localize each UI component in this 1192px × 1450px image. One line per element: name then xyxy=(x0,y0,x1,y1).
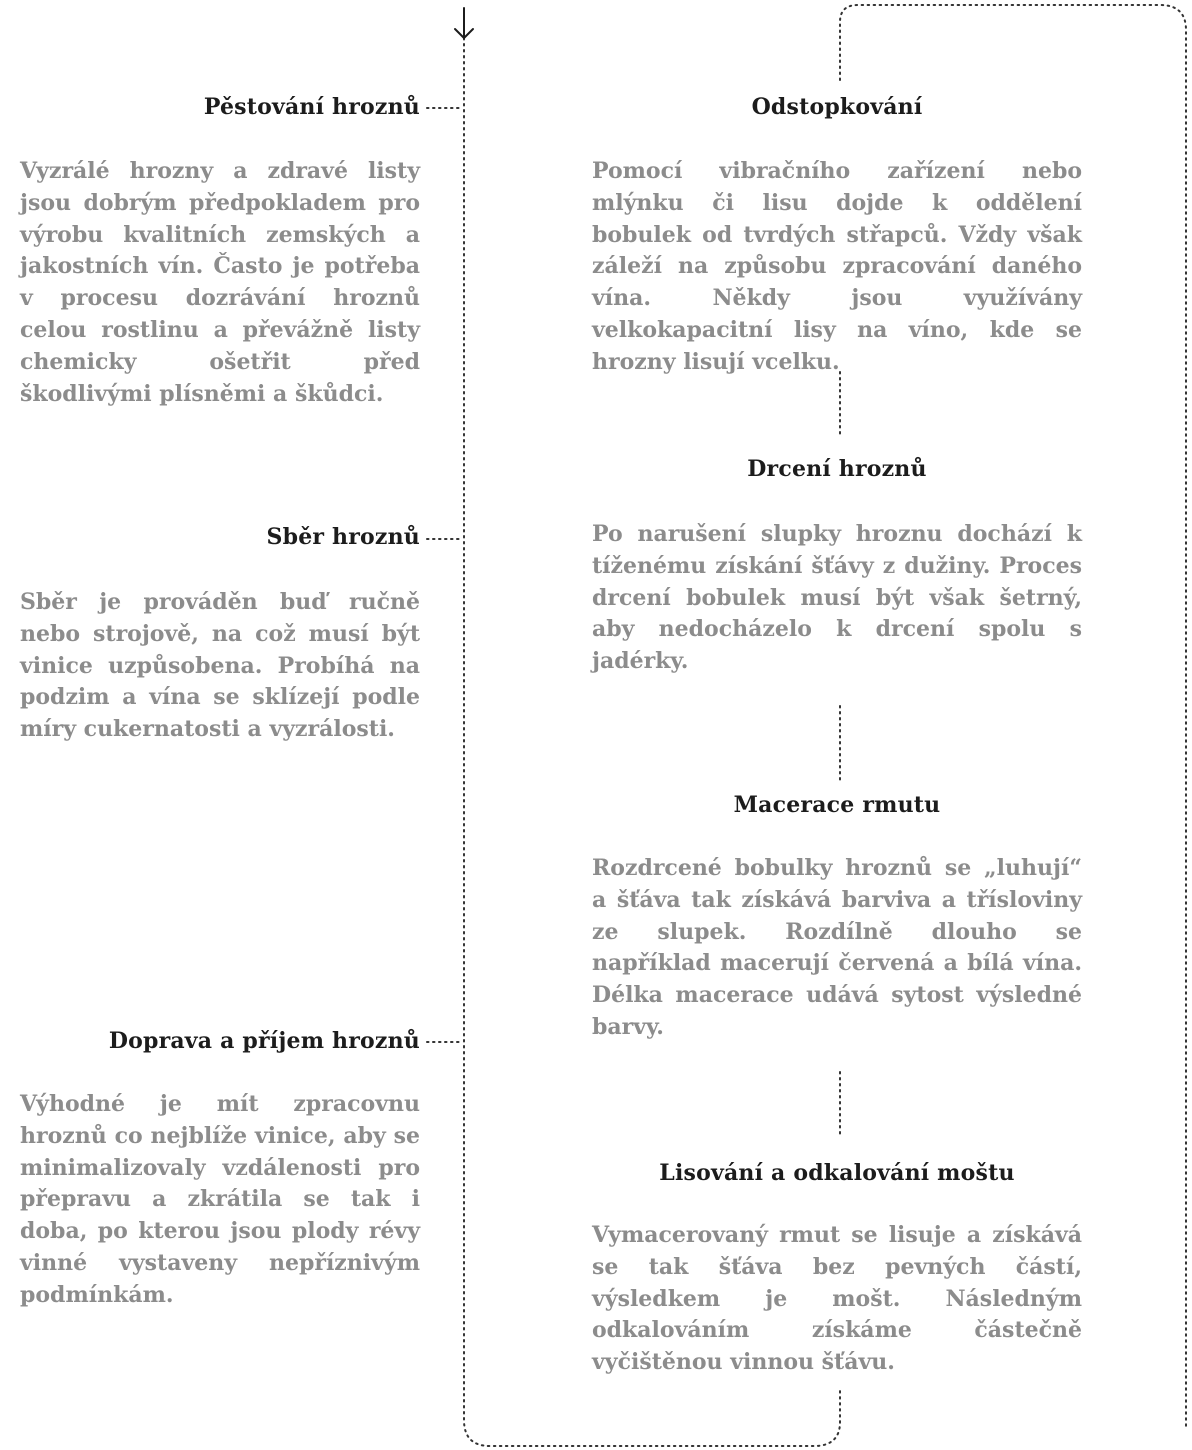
step-title-odstopkovani: Odstopkování xyxy=(751,94,923,120)
step-title-macerace: Macerace rmutu xyxy=(733,792,941,818)
step-text-sber: Sběr je prováděn buď ručně nebo strojově, na což musí být vinice uzpůsobena. Probíhá na podzim a vína se sklízejí podle míry cukernatosti a vyzrálosti. xyxy=(20,589,420,743)
step-title-pestovani: Pěstování hroznů xyxy=(203,94,420,120)
step-text-macerace: Rozdrcené bobulky hroznů se „luhují“ a šťáva tak získává barviva a třísloviny ze slupek. Rozdílně dlouho se například macerují červená a bílá vína. Délka macerace udává sytost výsledné barvy. xyxy=(592,855,1082,1040)
step-text-doprava: Výhodné je mít zpracovnu hroznů co nejblíže vinice, aby se minimalizovaly vzdálenosti pro přepravu a zkrátila se tak i doba, po kterou jsou plody révy vinné vystaveny nepříznivým podmínkám. xyxy=(20,1091,420,1308)
step-title-doprava: Doprava a příjem hroznů xyxy=(108,1028,420,1054)
step-text-pestovani: Vyzrálé hrozny a zdravé listy jsou dobrým předpokladem pro výrobu kvalitních zemských a jakostních vín. Často je potřeba v procesu dozrávání hroznů celou rostlinu a převážně listy chemicky ošetřit před škodlivými plísněmi a škůdci. xyxy=(20,158,420,407)
step-title-drceni: Drcení hroznů xyxy=(747,456,927,482)
step-text-odstopkovani: Pomocí vibračního zařízení nebo mlýnku či lisu dojde k oddělení bobulek od tvrdých střapců. Vždy však záleží na způsobu zpracování daného vína. Někdy jsou využívány velkokapacitní lisy na víno, kde se hrozny lisují vcelku. xyxy=(592,158,1082,375)
arrow-down-icon xyxy=(455,8,473,38)
step-title-sber: Sběr hroznů xyxy=(266,524,420,550)
step-text-drceni: Po narušení slupky hroznu dochází k tíženému získání šťávy z dužiny. Proces drcení bobulek musí být však šetrný, aby nedocházelo k drcení spolu s jadérky. xyxy=(592,521,1082,675)
step-title-lisovani: Lisování a odkalování moštu xyxy=(659,1160,1015,1186)
step-text-lisovani: Vymacerovaný rmut se lisuje a získává se tak šťáva bez pevných částí, výsledkem je mošt. Následným odkalováním získáme částečně vyčištěnou vinnou šťávu. xyxy=(592,1222,1082,1376)
